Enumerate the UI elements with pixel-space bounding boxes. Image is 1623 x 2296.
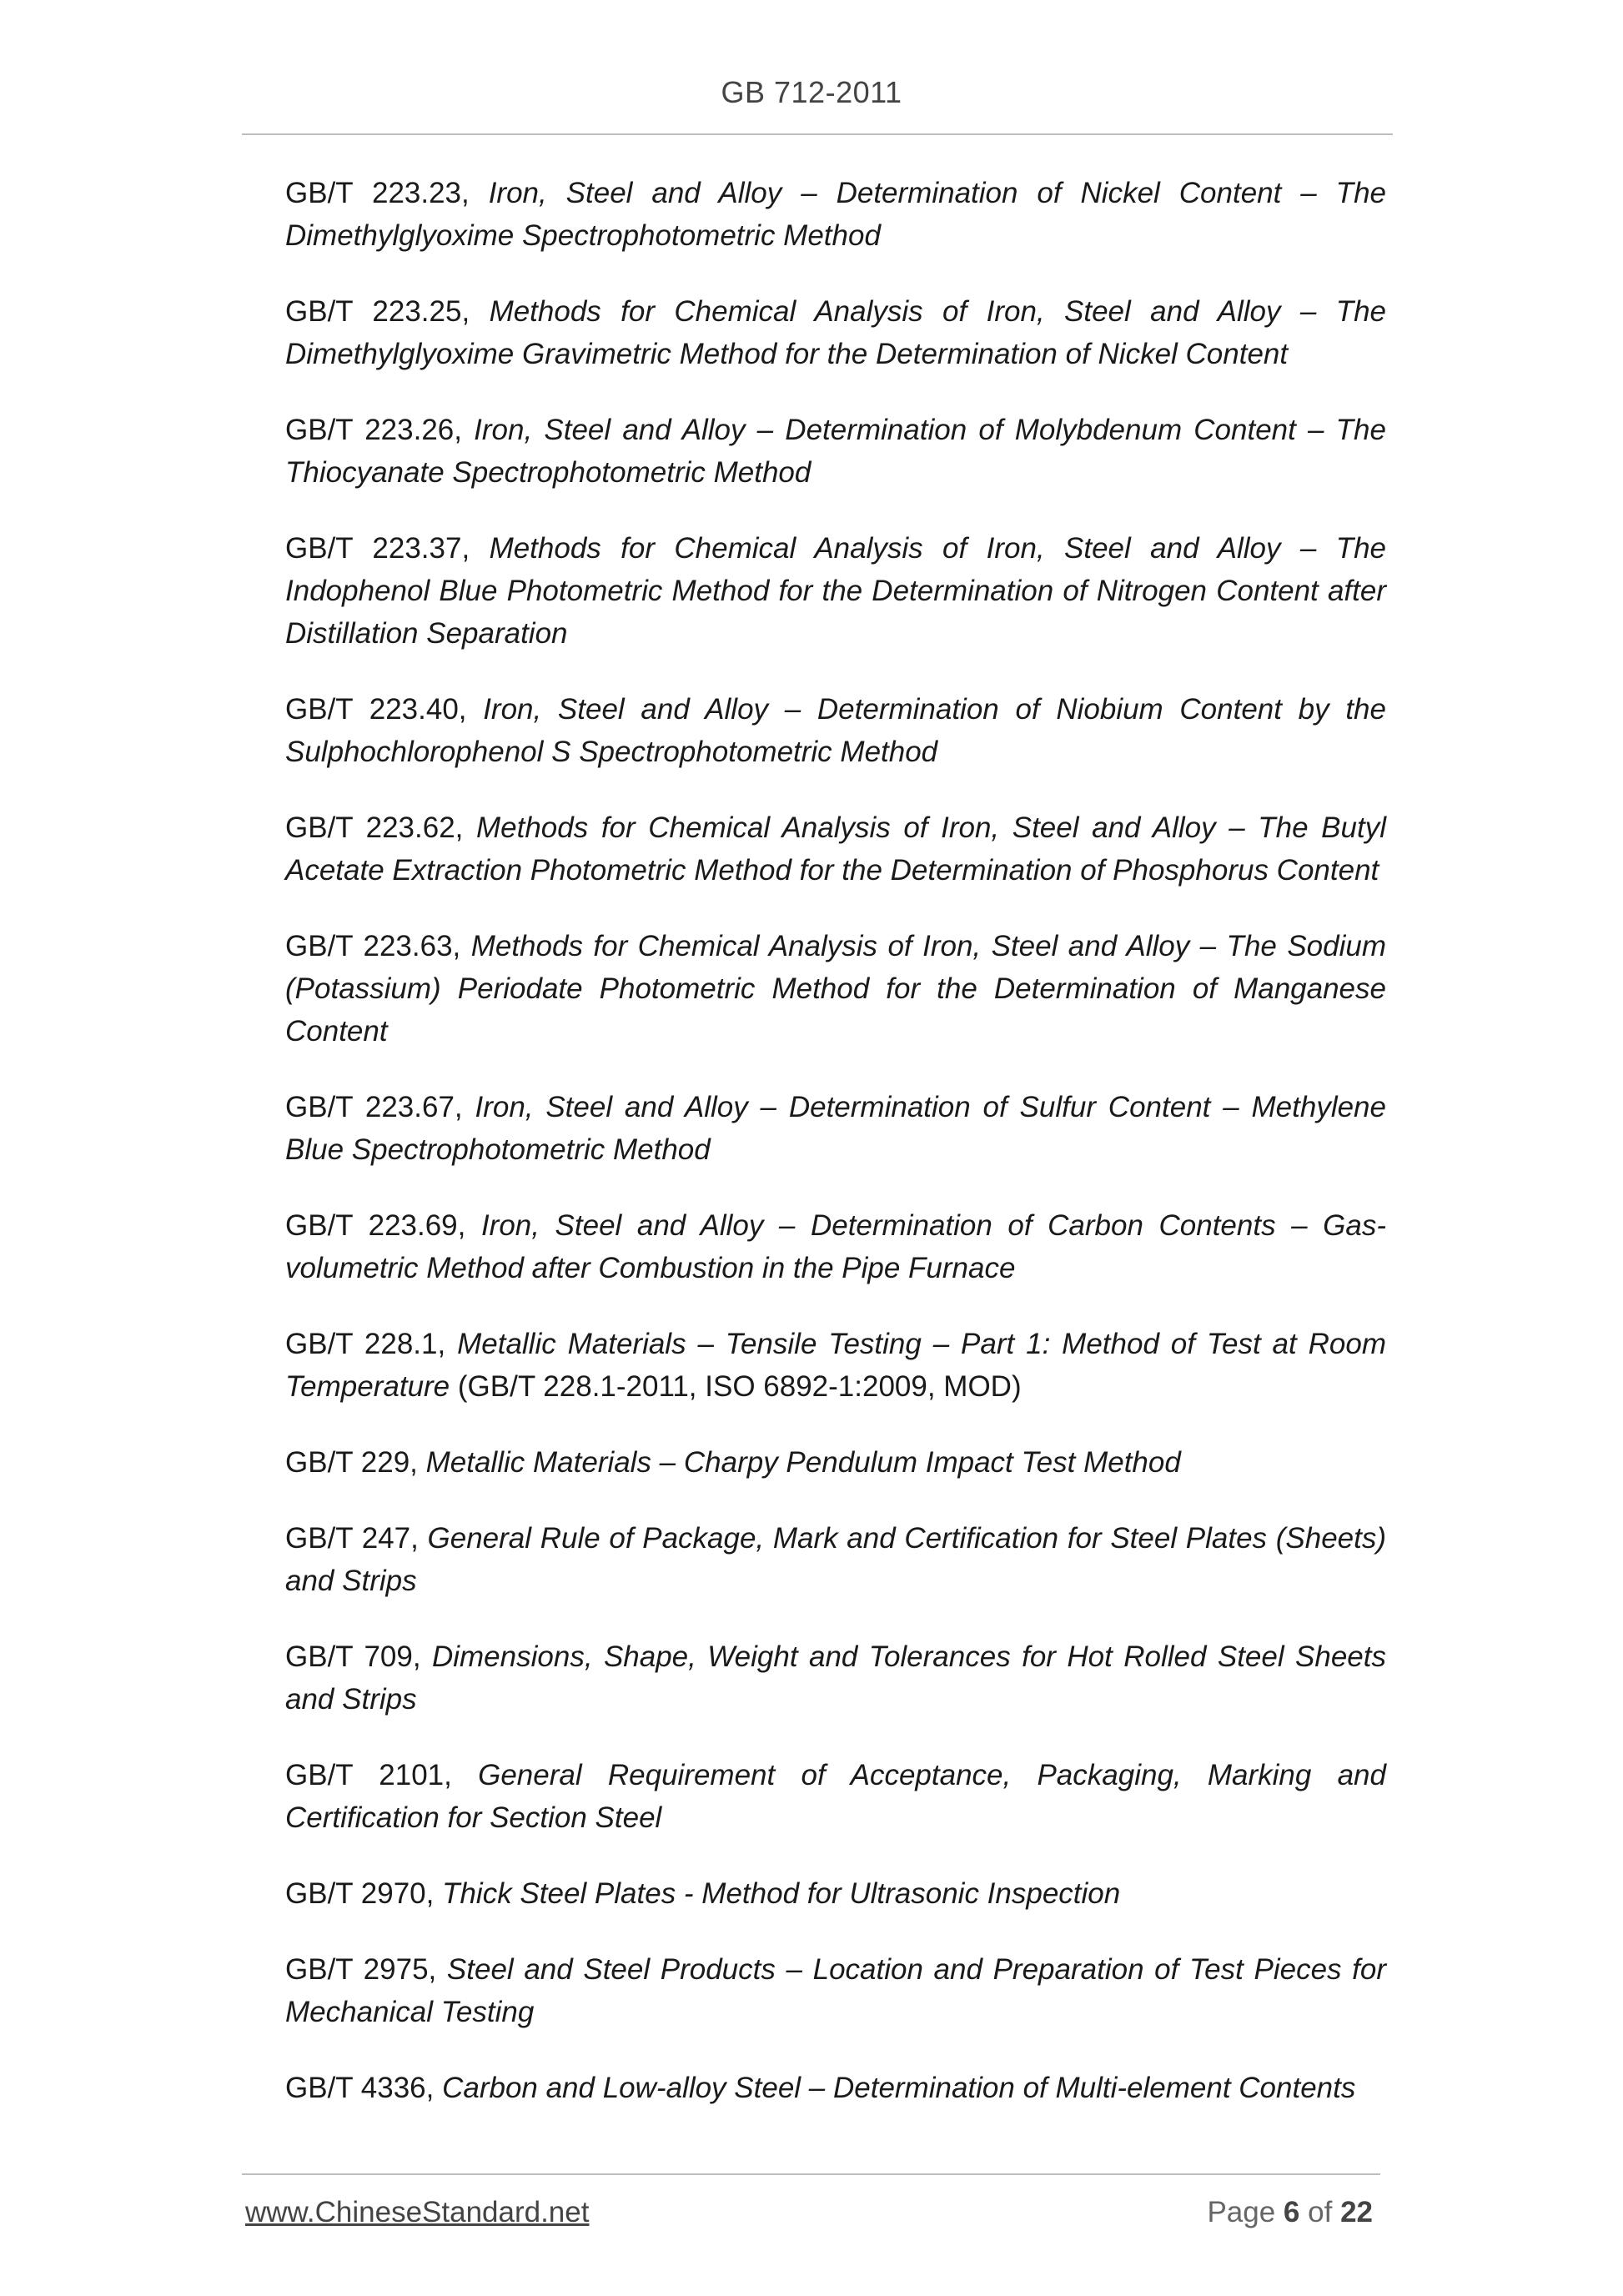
- reference-number: GB/T 247,: [285, 1522, 428, 1555]
- reference-title: Dimensions, Shape, Weight and Tolerances for Hot Rolled Steel Sheets and Strips: [285, 1640, 1386, 1716]
- reference-number: GB/T 223.67,: [285, 1091, 475, 1123]
- reference-title: Methods for Chemical Analysis of Iron, Steel and Alloy – The Butyl Acetate Extraction Photometric Method for the Determination of Phosphorus Content: [285, 811, 1386, 887]
- reference-entry: [285, 925, 1386, 1053]
- reference-title: Iron, Steel and Alloy – Determination of Carbon Contents – Gas-volumetric Method after Combustion in the Pipe Furnace: [285, 1209, 1387, 1284]
- reference-entry: [285, 527, 1386, 655]
- reference-entry: [285, 1872, 1386, 1915]
- reference-entry: [285, 1204, 1386, 1289]
- page-indicator: [1207, 2196, 1373, 2229]
- reference-entry: [285, 1948, 1386, 2033]
- reference-suffix: (GB/T 228.1-2011, ISO 6892-1:2009, MOD): [450, 1370, 1022, 1403]
- reference-title: Thick Steel Plates - Method for Ultrasonic Inspection: [442, 1877, 1121, 1910]
- reference-entry: [285, 1754, 1386, 1839]
- reference-number: GB/T 223.62,: [285, 811, 476, 844]
- reference-entry: [285, 409, 1386, 494]
- reference-number: GB/T 223.40,: [285, 693, 484, 726]
- reference-entry: [285, 1441, 1386, 1484]
- reference-title: Carbon and Low-alloy Steel – Determination of Multi-element Contents: [442, 2072, 1356, 2104]
- reference-title: Metallic Materials – Tensile Testing – Part 1: Method of Test at Room Temperature: [285, 1328, 1386, 1403]
- reference-number: GB/T 228.1,: [285, 1328, 458, 1360]
- reference-entry: [285, 806, 1386, 892]
- reference-entry: [285, 688, 1386, 773]
- of-word: of: [1308, 2196, 1333, 2228]
- header-divider: [242, 133, 1393, 135]
- reference-number: GB/T 2101,: [285, 1759, 479, 1791]
- reference-title: Methods for Chemical Analysis of Iron, Steel and Alloy – The Indophenol Blue Photometric Method for the Determination of Nitrogen Content after Distillation Separation: [285, 532, 1387, 650]
- reference-number: GB/T 4336,: [285, 2072, 443, 2104]
- reference-entry: [285, 1635, 1386, 1721]
- reference-number: GB/T 2970,: [285, 1877, 443, 1910]
- reference-entry: [285, 2067, 1386, 2109]
- reference-entry: [285, 1323, 1386, 1408]
- reference-number: GB/T 223.26,: [285, 414, 475, 446]
- website-link[interactable]: www.ChineseStandard.net: [245, 2196, 590, 2228]
- reference-title: Iron, Steel and Alloy – Determination of Niobium Content by the Sulphochlorophenol S Spectrophotometric Method: [285, 693, 1386, 768]
- reference-number: GB/T 223.23,: [285, 177, 489, 209]
- normative-references-list: [285, 172, 1386, 2143]
- page-current: 6: [1283, 2196, 1300, 2228]
- document-header: [0, 75, 1623, 110]
- reference-entry: [285, 1086, 1386, 1171]
- reference-title: General Rule of Package, Mark and Certification for Steel Plates (Sheets) and Strips: [285, 1522, 1387, 1597]
- reference-title: Methods for Chemical Analysis of Iron, Steel and Alloy – The Dimethylglyoxime Gravimetric Method for the Determination of Nickel Content: [285, 295, 1387, 370]
- reference-number: GB/T 229,: [285, 1446, 426, 1479]
- reference-title: Iron, Steel and Alloy – Determination of Nickel Content – The Dimethylglyoxime Spectrophotometric Method: [285, 177, 1386, 252]
- reference-number: GB/T 223.37,: [285, 532, 490, 565]
- page-total: 22: [1340, 2196, 1373, 2228]
- reference-entry: [285, 290, 1386, 375]
- reference-number: GB/T 223.63,: [285, 930, 471, 962]
- reference-number: GB/T 223.69,: [285, 1209, 481, 1242]
- reference-entry: [285, 1517, 1386, 1602]
- reference-title: Methods for Chemical Analysis of Iron, Steel and Alloy – The Sodium (Potassium) Periodate Photometric Method for the Determination of Manganese Content: [285, 930, 1386, 1048]
- reference-number: GB/T 223.25,: [285, 295, 490, 328]
- reference-entry: [285, 172, 1386, 257]
- reference-title: Iron, Steel and Alloy – Determination of Molybdenum Content – The Thiocyanate Spectrophotometric Method: [285, 414, 1386, 489]
- reference-title: Iron, Steel and Alloy – Determination of Sulfur Content – Methylene Blue Spectrophotometric Method: [285, 1091, 1386, 1166]
- reference-title: Steel and Steel Products – Location and Preparation of Test Pieces for Mechanical Testing: [285, 1953, 1387, 2028]
- page-word: Page: [1207, 2196, 1276, 2228]
- reference-number: GB/T 2975,: [285, 1953, 447, 1986]
- reference-number: GB/T 709,: [285, 1640, 432, 1673]
- reference-title: General Requirement of Acceptance, Packaging, Marking and Certification for Section Steel: [285, 1759, 1386, 1834]
- footer-divider: [242, 2173, 1380, 2175]
- document-id: GB 712-2011: [721, 75, 902, 109]
- reference-title: Metallic Materials – Charpy Pendulum Impact Test Method: [425, 1446, 1181, 1479]
